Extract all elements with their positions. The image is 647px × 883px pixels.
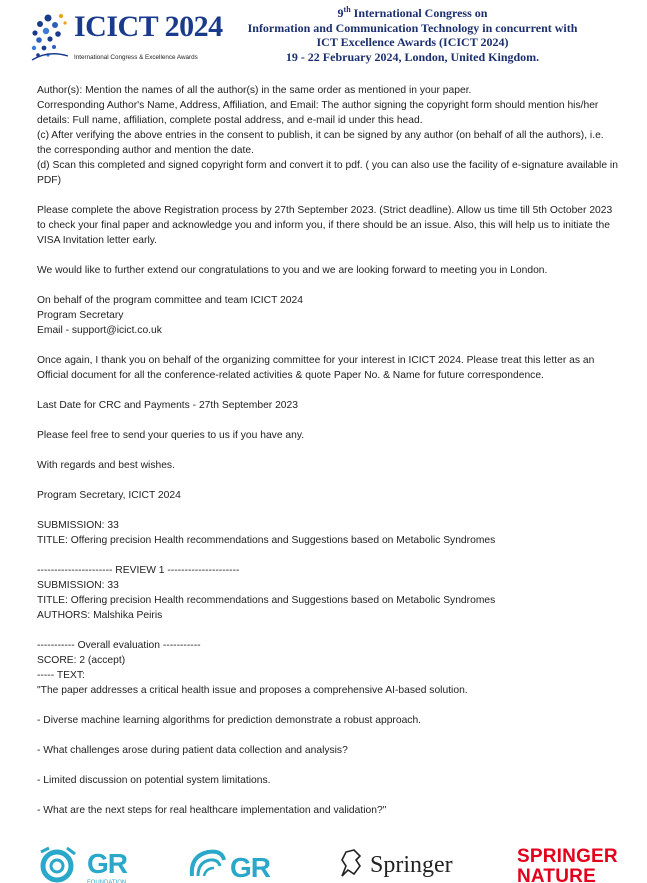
evaluation-text: "The paper addresses a critical health issue and proposes a comprehensive AI-based solution. — [37, 685, 468, 696]
gr-wave-icon — [186, 846, 228, 883]
last-date-line: Last Date for CRC and Payments - 27th September 2023 — [37, 400, 298, 411]
body-line: (c) After verifying the above entries in the consent to publish, it can be signed by any author (on behalf of all the authors), i.e. the corresponding author and mention the date. — [37, 130, 604, 156]
regards-line: With regards and best wishes. — [37, 460, 175, 471]
conference-heading — [210, 3, 615, 64]
gr-text: GR — [230, 852, 270, 883]
gr-foundation-sub: FOUNDATION — [87, 880, 127, 883]
icict-logo — [28, 4, 223, 68]
springer-nature-line-1: SPRINGER — [517, 846, 618, 867]
review-submission: SUBMISSION: 33 — [37, 580, 119, 591]
signature-line: On behalf of the program committee and team ICICT 2024 — [37, 295, 303, 306]
deadline-paragraph: Please complete the above Registration process by 27th September 2023. (Strict deadline). Allow us time till 5th October 2023 to check your final paper and acknowledge you and inform you, if there should be an issue. Also, this will help us to initiate the VISA Invitation letter early. — [37, 205, 613, 246]
springer-nature-line-2: NATURE — [517, 866, 596, 883]
signature-email: Email - support@icict.co.uk — [37, 325, 162, 336]
springer-text: Springer — [370, 852, 453, 878]
congrats-paragraph: We would like to further extend our congratulations to you and we are looking forward to meeting you in London. — [37, 265, 548, 276]
body-line: Corresponding Author's Name, Address, Affiliation, and Email: The author signing the copyright form should mention his/her details: Full name, affiliation, complete postal address, and e-mail id under this head. — [37, 100, 599, 126]
springer-nature-logo — [517, 847, 618, 883]
conference-line-1: 9th International Congress on — [337, 5, 488, 20]
review-bullet: - What challenges arose during patient data collection and analysis? — [37, 745, 348, 756]
body-line: Author(s): Mention the names of all the author(s) in the same order as mentioned in your paper. — [37, 85, 472, 96]
evaluation-header: ----------- Overall evaluation ----------- — [37, 640, 201, 651]
logo-title: ICICT 2024 — [74, 10, 223, 43]
conference-line-3: ICT Excellence Awards (ICICT 2024) — [316, 35, 509, 49]
sponsor-logos — [0, 842, 647, 883]
conference-line-4: 19 - 22 February 2024, London, United Kingdom. — [285, 49, 540, 64]
springer-horse-icon — [336, 848, 366, 880]
review-authors: AUTHORS: Malshika Peiris — [37, 610, 163, 621]
official-letter-paragraph: Once again, I thank you on behalf of the organizing committee for your interest in ICICT 2024. Please treat this letter as an Official document for all the conference-related activities & quote Paper No. & Name for future correspondence. — [37, 355, 595, 381]
review-title: TITLE: Offering precision Health recommendations and Suggestions based on Metabolic Syndromes — [37, 595, 496, 606]
letter-body — [37, 83, 619, 818]
gr-swirl-icon — [37, 846, 83, 883]
review-bullet: - Diverse machine learning algorithms for prediction demonstrate a robust approach. — [37, 715, 422, 726]
review-header: ---------------------- REVIEW 1 --------------------- — [37, 565, 240, 576]
evaluation-score: SCORE: 2 (accept) — [37, 655, 126, 666]
signature-line: Program Secretary — [37, 310, 124, 321]
letter-header — [0, 0, 647, 78]
body-line: (d) Scan this completed and signed copyright form and convert it to pdf. ( you can also use the facility of e-signature available in PDF) — [37, 160, 618, 186]
sender-line: Program Secretary, ICICT 2024 — [37, 490, 181, 501]
submission-line: SUBMISSION: 33 — [37, 520, 119, 531]
gr-foundation-text: GR — [87, 848, 127, 879]
globe-dots-icon — [28, 6, 72, 64]
conference-line-2: Information and Communication Technology in concurrent with — [247, 20, 578, 35]
submission-title: TITLE: Offering precision Health recommendations and Suggestions based on Metabolic Syndromes — [37, 535, 496, 546]
evaluation-text-label: ----- TEXT: — [37, 670, 85, 681]
review-bullet: - Limited discussion on potential system limitations. — [37, 775, 271, 786]
logo-subtitle: International Congress & Excellence Awards — [74, 54, 198, 61]
review-bullet: - What are the next steps for real healthcare implementation and validation?" — [37, 805, 387, 816]
queries-line: Please feel free to send your queries to us if you have any. — [37, 430, 305, 441]
